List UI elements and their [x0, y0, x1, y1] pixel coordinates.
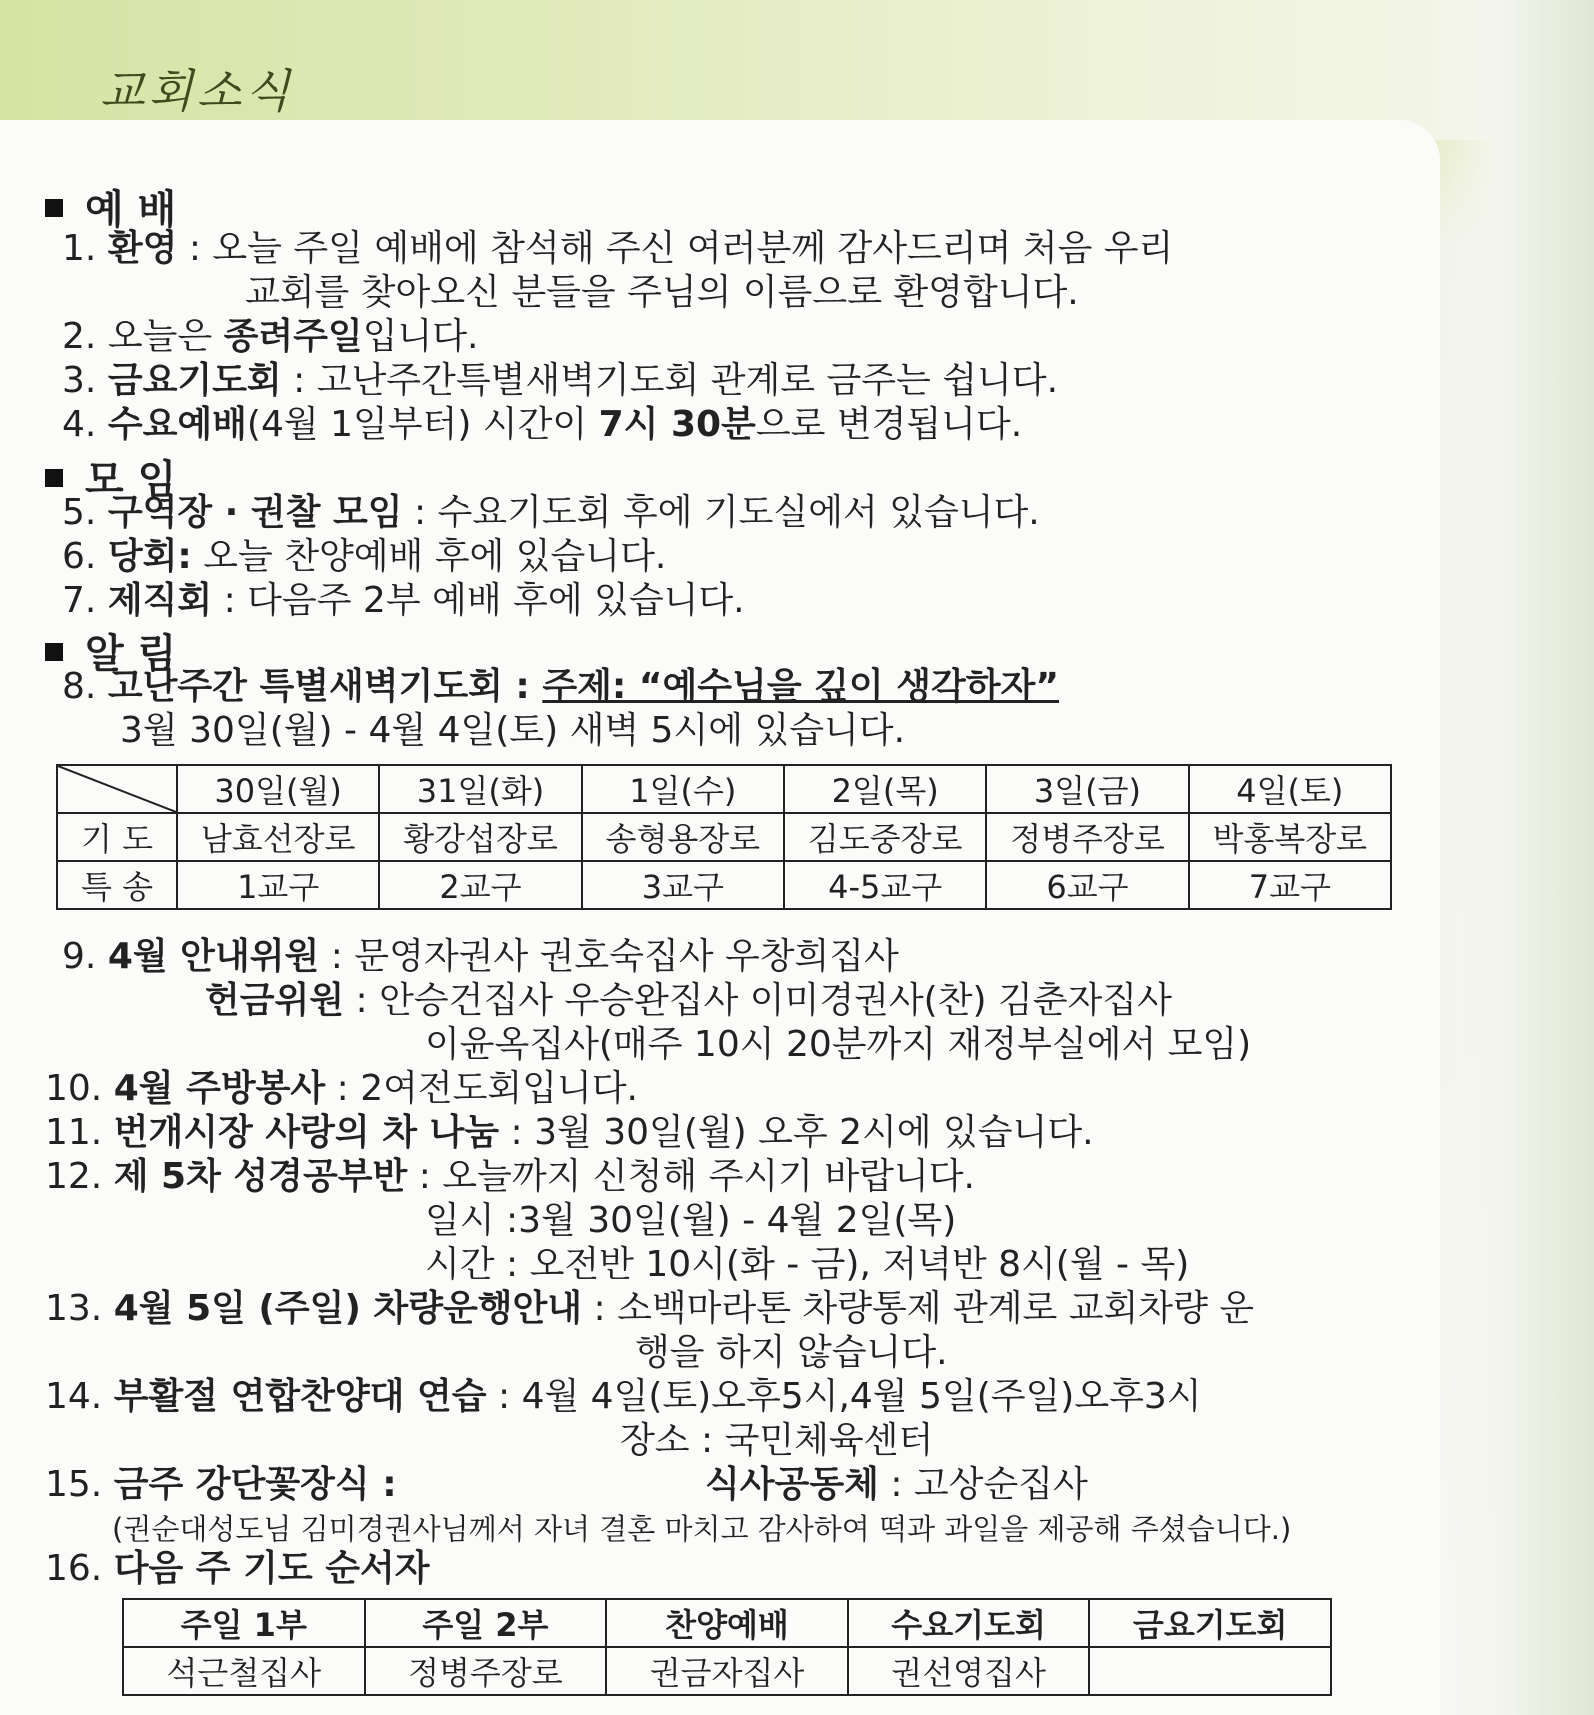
bullet-square-icon — [45, 643, 63, 661]
item-16: 16. 다음 주 기도 순서자 — [45, 1548, 430, 1589]
bullet-square-icon — [45, 199, 63, 217]
item-15-right: 식사공동체 : 고상순집사 — [705, 1464, 1088, 1505]
table-header: 31일(화) — [379, 765, 581, 813]
table-cell: 정병주장로 — [365, 1647, 607, 1695]
item-15: 15. 금주 강단꽃장식 : — [45, 1464, 397, 1505]
item-9: 9. 4월 안내위원 : 문영자권사 권호숙집사 우창희집사 — [62, 936, 899, 977]
table-row — [57, 861, 1391, 909]
table-cell: 권선영집사 — [848, 1647, 1090, 1695]
table-cell: 김도중장로 — [784, 813, 986, 861]
table-cell: 3교구 — [582, 861, 784, 909]
item-12-cont: 일시 :3월 30일(월) - 4월 2일(목) — [425, 1200, 957, 1241]
table-cell: 송형용장로 — [582, 813, 784, 861]
table-header-row — [123, 1599, 1331, 1647]
table-row — [123, 1647, 1331, 1695]
table-cell: 2교구 — [379, 861, 581, 909]
table-cell — [1089, 1647, 1331, 1695]
item-14: 14. 부활절 연합찬양대 연습 : 4월 4일(토)오후5시,4월 5일(주일)오후3시 — [45, 1376, 1202, 1417]
table-cell: 6교구 — [986, 861, 1188, 909]
table-cell: 1교구 — [177, 861, 379, 909]
table-row — [57, 813, 1391, 861]
item-6: 6. 당회: 오늘 찬양예배 후에 있습니다. — [62, 536, 667, 577]
table-cell: 정병주장로 — [986, 813, 1188, 861]
table-cell: 권금자집사 — [606, 1647, 848, 1695]
item-9-cont2: 이윤옥집사(매주 10시 20분까지 재정부실에서 모임) — [425, 1024, 1252, 1065]
table-header: 찬양예배 — [606, 1599, 848, 1647]
table-cell: 4-5교구 — [784, 861, 986, 909]
table-cell: 7교구 — [1189, 861, 1391, 909]
item-5: 5. 구역장 · 권찰 모임 : 수요기도회 후에 기도실에서 있습니다. — [62, 492, 1040, 533]
item-8: 8. 고난주간 특별새벽기도회 : 주제: “예수님을 깊이 생각하자” — [62, 666, 1059, 707]
section-title: 모 임 — [85, 457, 177, 503]
page-edge-background — [1434, 0, 1594, 1715]
item-12: 12. 제 5차 성경공부반 : 오늘까지 신청해 주시기 바랍니다. — [45, 1156, 975, 1197]
item-3: 3. 금요기도회 : 고난주간특별새벽기도회 관계로 금주는 쉽니다. — [62, 360, 1059, 401]
next-prayer-table — [122, 1598, 1332, 1696]
diagonal-line-icon — [58, 766, 176, 812]
table-header: 2일(목) — [784, 765, 986, 813]
item-15-note: (권순대성도님 김미경권사님께서 자녀 결혼 마치고 감사하여 떡과 과일을 제공해 주셨습니다.) — [112, 1512, 1292, 1546]
table-header: 4일(토) — [1189, 765, 1391, 813]
section-title: 알 림 — [85, 631, 177, 677]
table-header: 1일(수) — [582, 765, 784, 813]
table-cell: 황강섭장로 — [379, 813, 581, 861]
item-12-cont2: 시간 : 오전반 10시(화 - 금), 저녁반 8시(월 - 목) — [425, 1244, 1190, 1285]
page-title: 교회소식 — [100, 64, 294, 118]
item-4: 4. 수요예배(4월 1일부터) 시간이 7시 30분으로 변경됩니다. — [62, 404, 1023, 445]
section-title: 예 배 — [85, 187, 177, 233]
table-header: 30일(월) — [177, 765, 379, 813]
section-worship — [45, 178, 176, 235]
table-header: 주일 2부 — [365, 1599, 607, 1647]
table-header: 금요기도회 — [1089, 1599, 1331, 1647]
item-13: 13. 4월 5일 (주일) 차량운행안내 : 소백마라톤 차량통제 관계로 교회차량 운 — [45, 1288, 1255, 1329]
diagonal-corner-cell — [57, 765, 177, 813]
table-cell: 석근철집사 — [123, 1647, 365, 1695]
item-9-cont: 헌금위원 : 안승건집사 우승완집사 이미경권사(찬) 김춘자집사 — [205, 980, 1172, 1021]
row-label: 특 송 — [57, 861, 177, 909]
table-header: 주일 1부 — [123, 1599, 365, 1647]
table-cell: 박홍복장로 — [1189, 813, 1391, 861]
table-header-row — [57, 765, 1391, 813]
item-2: 2. 오늘은 종려주일입니다. — [62, 316, 479, 357]
item-8-cont: 3월 30일(월) - 4월 4일(토) 새벽 5시에 있습니다. — [120, 710, 906, 751]
item-1-cont: 교회를 찾아오신 분들을 주님의 이름으로 환영합니다. — [245, 272, 1079, 313]
item-10: 10. 4월 주방봉사 : 2여전도회입니다. — [45, 1068, 638, 1109]
table-cell: 남효선장로 — [177, 813, 379, 861]
item-13-cont: 행을 하지 않습니다. — [635, 1332, 948, 1373]
item-1: 1. 환영 : 오늘 주일 예배에 참석해 주신 여러분께 감사드리며 처음 우리 — [62, 228, 1174, 269]
table-header: 수요기도회 — [848, 1599, 1090, 1647]
row-label: 기 도 — [57, 813, 177, 861]
bullet-square-icon — [45, 469, 63, 487]
prayer-schedule-table — [56, 764, 1392, 910]
item-14-cont: 장소 : 국민체육센터 — [620, 1420, 934, 1461]
item-11: 11. 번개시장 사랑의 차 나눔 : 3월 30일(월) 오후 2시에 있습니다. — [45, 1112, 1094, 1153]
table-header: 3일(금) — [986, 765, 1188, 813]
item-7: 7. 제직회 : 다음주 2부 예배 후에 있습니다. — [62, 580, 745, 621]
